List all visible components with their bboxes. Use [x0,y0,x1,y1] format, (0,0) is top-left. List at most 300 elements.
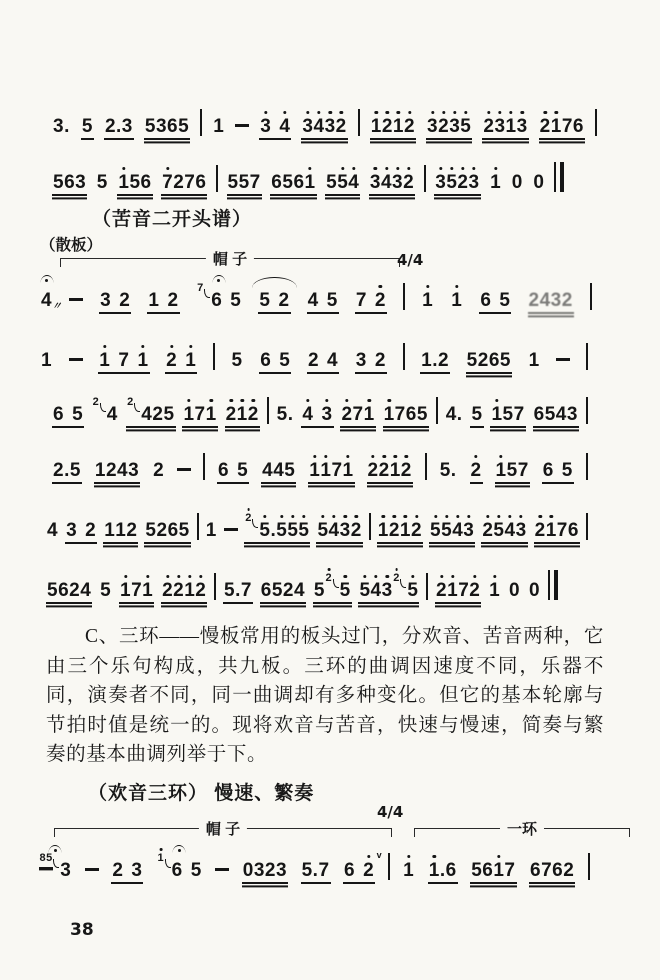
note-digit: 2 [457,173,468,192]
octave-dot-icon [407,855,410,858]
note-digit: 5 [439,460,451,481]
note-digit: 3 [131,860,143,881]
note-digit: 4 [47,520,59,541]
note-digit: 5 [326,290,338,311]
octave-dot-icon [498,111,501,114]
note-digit: 5 [441,521,452,540]
note-digit: 2 [166,351,177,370]
note-digit: 6 [218,460,230,481]
note-digit: 7 [318,860,330,881]
note-group [534,521,580,540]
dash-note [556,358,570,361]
note-group [38,852,72,881]
note-digit: 1 [403,861,414,880]
note-group [46,581,92,600]
octave-dot-icon [317,111,320,114]
note-digit: 7 [355,290,367,311]
grace-note: 7 [197,283,211,298]
octave-dot-icon [355,515,358,518]
note-digit: 2 [195,581,206,600]
note-digit: 3 [517,117,528,136]
note-group [40,290,65,312]
note-group [182,405,217,424]
note-group [420,351,450,370]
note-digit: 7 [458,580,470,601]
octave-dot-icon [467,515,470,518]
final-barline [554,162,564,192]
dash-note [224,528,238,531]
note-digit: 4 [539,290,551,311]
note-digit: 1 [384,405,395,424]
octave-dot-icon [411,575,414,578]
meter-signature-top: 4/4 [397,251,424,269]
note-group [528,581,541,600]
note-group [355,351,387,370]
octave-dot-icon [188,575,191,578]
note-digit: . [432,350,438,371]
barline [200,109,202,136]
note-group [313,572,352,601]
note-group [126,396,176,425]
note-group [119,581,154,600]
note-group [98,351,149,370]
octave-dot-icon [352,167,355,170]
octave-dot-icon [474,455,477,458]
note-group [99,581,112,600]
octave-dot-icon [386,111,389,114]
octave-dot-icon [434,515,437,518]
octave-dot-icon [499,455,502,458]
octave-dot-icon [313,455,316,458]
note-digit: 3 [427,117,438,136]
octave-dot-icon [393,515,396,518]
note-digit: 7 [240,580,252,601]
note-digit: 2 [282,580,294,601]
note-group [369,173,415,192]
octave-dot-icon [375,111,378,114]
note-digit: 6 [167,116,179,137]
note-digit: 5 [561,460,573,481]
note-digit: 7 [541,860,553,881]
octave-dot-icon [464,111,467,114]
note-digit: 1 [528,350,540,371]
note-digit: 5 [317,521,328,540]
note-digit: 5 [544,404,556,425]
note-group [259,117,291,136]
octave-dot-icon [187,399,190,402]
note-digit: 5 [493,521,504,540]
octave-dot-icon [451,575,454,578]
note-digit: 2 [112,860,124,881]
barline [586,343,588,370]
note-digit: 1 [137,351,148,370]
note-group [466,351,512,370]
octave-dot-icon [439,167,442,170]
note-digit: 4 [348,173,359,192]
note-digit: . [64,460,70,481]
octave-dot-icon [343,575,346,578]
octave-dot-icon [371,455,374,458]
grace-hook-icon [134,403,140,412]
octave-dot-icon [189,345,192,348]
note-digit: 2 [375,291,386,310]
note-digit: 2 [167,290,179,311]
note-digit: 4 [371,581,382,600]
note-digit: 1 [400,521,411,540]
note-digit: 3 [253,860,265,881]
note-digit: 6 [140,172,152,193]
note-digit: 1 [489,581,500,600]
octave-dot-icon [497,515,500,518]
note-digit: 5 [430,521,441,540]
note-digit: 5 [178,116,190,137]
note-digit: 2 [404,117,415,136]
octave-dot-icon [442,111,445,114]
note-digit: 1 [451,291,462,310]
octave-dot-icon [332,515,335,518]
note-digit: 2 [278,290,290,311]
note-group [307,351,339,370]
note-digit: 1 [429,861,440,880]
note-digit: 6 [195,172,207,193]
note-digit: 4 [117,460,129,481]
octave-dot-icon [141,345,144,348]
note-digit: 2 [401,461,412,480]
note-group [212,117,225,136]
barline [403,283,405,310]
note-digit: 4 [141,404,153,425]
note-digit: 1 [94,460,106,481]
note-digit: 5 [227,172,239,193]
octave-dot-icon [240,399,243,402]
octave-dot-icon [431,111,434,114]
note-digit: 5 [81,116,93,137]
notation-line [52,106,597,136]
note-group [104,117,134,136]
note-digit: 5 [72,404,84,425]
note-digit: 7 [184,172,196,193]
note-digit: 2 [363,861,374,880]
note-digit: 5 [230,290,242,311]
dash-note [215,868,229,871]
octave-dot-icon [283,111,286,114]
note-digit: 5 [502,404,514,425]
note-group [308,461,354,480]
notation-line [52,394,588,424]
note-group [343,850,383,881]
octave-dot-icon [520,111,523,114]
octave-dot-icon [519,515,522,518]
note-digit: 1 [490,173,501,192]
note-digit: 2 [126,520,138,541]
note-digit: 2 [540,117,551,136]
note-group [99,291,131,310]
note-group [52,405,84,424]
barline [213,343,215,370]
note-group [482,117,528,136]
note-digit: 5 [276,404,288,425]
octave-dot-icon [229,399,232,402]
note-digit: 2 [85,520,97,541]
note-digit: 5 [96,172,108,193]
note-digit: 2 [528,290,540,311]
note-digit: 3 [449,117,460,136]
note-digit: 2 [156,520,168,541]
octave-dot-icon [327,568,330,571]
note-group [429,521,475,540]
note-digit: 6 [260,580,272,601]
note-group [81,117,94,136]
caption-huanyin-sanhuan: （欢音三环） 慢速、繁奏 [88,783,315,804]
caption-kuyin-erkaitou: （苦音二开头谱） [92,209,253,230]
note-group [258,291,290,310]
note-digit: 2 [104,116,117,137]
note-group [488,581,501,600]
note-digit: 5 [460,117,471,136]
note-digit: 5 [337,173,348,192]
note-digit: 2 [153,460,165,481]
octave-dot-icon [291,515,294,518]
note-digit: 7 [517,460,529,481]
octave-dot-icon [382,455,385,458]
octave-dot-icon [397,111,400,114]
note-digit: 7 [331,460,343,481]
note-digit: 3 [494,117,505,136]
note-digit: . [235,580,241,601]
fermata-icon [40,275,53,283]
note-digit: . [116,116,122,137]
note-digit: 3 [53,116,65,137]
note-group [65,521,97,540]
note-group [301,405,333,424]
barline [203,453,205,480]
note-digit: 2 [469,581,480,600]
octave-dot-icon [339,111,342,114]
note-digit: 1 [118,173,129,192]
note-digit: 5 [53,172,65,193]
note-digit: 1 [99,351,110,370]
fermata-icon [173,845,186,853]
note-digit: 5 [284,460,296,481]
note-digit: 1 [496,461,507,480]
note-digit: 2 [471,461,482,480]
note-group [261,461,296,480]
note-group [260,581,306,600]
note-digit: 0 [511,172,523,193]
note-digit: 7 [131,580,143,601]
octave-dot-icon [445,515,448,518]
note-digit: . [450,460,457,481]
note-group [508,581,521,600]
note-group [533,405,579,424]
note-digit: 5 [47,580,59,601]
note-digit: 5 [231,350,243,371]
note-group [529,861,575,880]
note-digit: 5 [506,460,518,481]
octave-dot-icon [493,575,496,578]
note-group [470,405,483,424]
octave-dot-icon [415,515,418,518]
note-group [532,173,545,192]
note-digit: 3 [463,521,474,540]
grace-hook-icon [400,579,406,588]
note-digit: 2 [264,860,276,881]
notation-line [52,162,564,192]
octave-dot-icon [343,515,346,518]
note-digit: 3 [370,173,381,192]
grace-note: 2 [245,513,259,528]
note-digit: 6 [293,172,305,193]
note-digit: 3 [260,117,271,136]
octave-dot-icon [405,455,408,458]
note-digit: . [270,520,277,541]
note-digit: 4 [452,521,463,540]
note-group [434,173,480,192]
note-group [103,521,138,540]
note-digit: 2 [248,405,259,424]
barline [595,109,597,136]
octave-dot-icon [263,515,266,518]
octave-dot-icon [538,515,541,518]
note-group [479,291,511,310]
note-digit: 1 [491,405,502,424]
note-digit: 7 [249,172,261,193]
note-digit: 2 [53,460,65,481]
note-digit: 6 [572,116,584,137]
octave-dot-icon [247,508,250,511]
barline [358,109,360,136]
octave-dot-icon [367,399,370,402]
octave-dot-icon [341,167,344,170]
octave-dot-icon [550,515,553,518]
phrase-bracket-maozi-top [60,251,400,268]
note-group [40,351,53,370]
octave-dot-icon [440,575,443,578]
note-digit: 4 [41,290,53,311]
note-digit: 4 [381,173,392,192]
page-number: 38 [70,920,94,940]
note-digit: . [456,404,463,425]
note-digit: 1 [41,350,53,371]
dash-note [69,358,83,361]
note-group [539,117,585,136]
breath-mark-icon: v [376,850,383,860]
note-group [301,861,331,880]
octave-dot-icon [508,515,511,518]
note-digit: 1 [309,461,320,480]
octave-dot-icon [280,515,283,518]
grace-note: 2 [393,573,407,588]
octave-dot-icon [407,167,410,170]
note-digit: 2 [69,580,81,601]
note-digit: 7 [394,404,406,425]
note-digit: 6 [530,860,542,881]
octave-dot-icon [252,399,255,402]
note-digit: 7 [561,116,573,137]
note-digit: 6 [480,290,492,311]
note-digit: 2 [482,521,493,540]
note-digit: 4 [262,460,274,481]
note-group [490,405,525,424]
note-digit: 6 [171,860,183,881]
note-digit: 1 [142,581,153,600]
note-digit: 3 [550,290,562,311]
note-group [450,291,463,310]
note-digit: 6 [488,350,500,371]
octave-dot-icon [159,848,162,851]
note-digit: 5 [276,521,287,540]
note-group [542,461,574,480]
octave-dot-icon [456,515,459,518]
note-digit: 1 [393,117,404,136]
octave-dot-icon [453,111,456,114]
dash-note [235,124,249,127]
note-digit: 3 [128,460,140,481]
notation-line [46,570,558,600]
note-digit: 5 [271,580,283,601]
note-digit: 1 [390,461,401,480]
barline [424,165,426,192]
note-group [316,521,362,540]
octave-dot-icon [321,515,324,518]
note-group [377,521,423,540]
note-group [52,117,71,136]
note-digit: 4 [302,405,313,424]
grace-note: 2 [325,573,339,588]
note-group [340,405,375,424]
note-group [402,861,415,880]
octave-dot-icon [433,855,436,858]
note-digit: 2 [411,521,422,540]
note-digit: 6 [552,860,564,881]
note-digit: 2 [477,350,489,371]
note-digit: 2 [226,405,237,424]
note-digit: 6 [58,580,70,601]
octave-dot-icon [374,575,377,578]
note-digit: . [64,116,70,137]
note-digit: . [312,860,319,881]
octave-dot-icon [345,399,348,402]
grace-hook-icon [252,519,258,528]
octave-dot-icon [264,111,267,114]
barline [586,453,588,480]
note-digit: 1 [506,117,517,136]
note-digit: 2 [483,117,494,136]
note-group [470,861,516,880]
barline [586,397,588,424]
note-digit: 6 [260,350,272,371]
note-digit: 5 [471,860,483,881]
note-digit: 2 [351,521,362,540]
note-digit: 3 [355,350,367,371]
note-digit: 4 [329,521,340,540]
note-digit: 3 [75,172,87,193]
note-digit: 3 [321,405,332,424]
note-digit: 5 [282,172,294,193]
note-group [242,861,288,880]
note-digit: 1 [422,291,433,310]
note-digit: 1 [213,116,225,137]
octave-dot-icon [385,167,388,170]
note-digit: 1 [364,405,375,424]
octave-dot-icon [455,285,458,288]
note-digit: 5 [144,116,156,137]
note-group [144,117,190,136]
note-digit: 5 [466,350,478,371]
note-digit: 4 [106,404,118,425]
notation-line [46,510,588,540]
note-digit: 2 [336,117,347,136]
